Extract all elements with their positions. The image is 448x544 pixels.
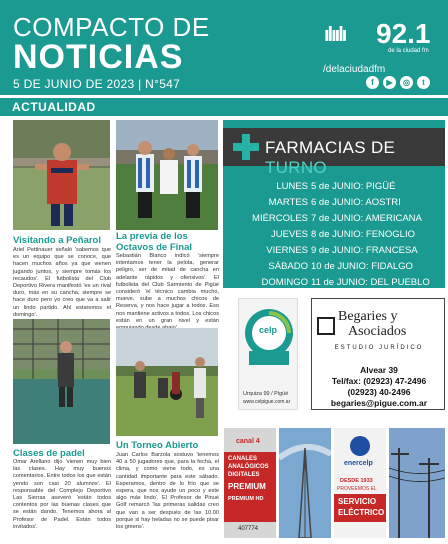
pharmacy-panel [223, 120, 445, 288]
logo-subtitle: de la ciudad fm [388, 48, 429, 54]
pharmacy-value: 6 de JUNIO: AOSTRI [311, 197, 401, 208]
pharmacy-value: 8 de JUNIO: FENOGLIO [311, 229, 415, 240]
news-title-line2: Octavos de Final [116, 242, 193, 253]
social-icons [366, 76, 430, 89]
waveform-icon: ılıılı [324, 24, 346, 46]
radio-logo[interactable] [324, 18, 436, 58]
news-body: Sebastián Blanco indicó 'siempre intentamos tener la pelota, generar peligro, ser de mitad de cancha en adelante rápidos y ofensivos'. El futbolista del Club Sarmiento de Pigüé consideró 'el técnico cambia mucho, mueve, sube a muchos chicos de Reserva, y nos hace jugar a todos. Eso nos mantiene activos a todos. Los chicos están en un gran nivel y están [116, 253, 219, 324]
begaries-email: begaries@pigue.com.ar [330, 398, 428, 408]
enercelp-brand: enercelp [344, 460, 373, 467]
pharmacy-row [223, 178, 445, 195]
celp-logo-text: celp [259, 325, 278, 335]
cable-line1: CANALES [228, 456, 258, 462]
header [0, 0, 448, 95]
enercelp-line3: SERVICIO [338, 497, 377, 506]
pharmacy-row [223, 226, 445, 243]
enercelp-line4: ELÉCTRICO [338, 508, 385, 517]
ad-begaries[interactable] [311, 298, 445, 410]
cable-brand: canal 4 [236, 438, 260, 445]
pharmacy-day: JUEVES [271, 229, 308, 240]
pharmacy-day: LUNES [276, 181, 308, 192]
instagram-icon[interactable]: ◎ [400, 76, 413, 89]
pharmacy-day: SÁBADO [268, 261, 308, 272]
twitter-icon[interactable]: t [417, 76, 430, 89]
logo-frequency: 92.1 [376, 18, 431, 49]
pharmacy-row [223, 210, 445, 227]
ad-powerlines-photo[interactable] [389, 428, 445, 538]
pharmacy-day: VIERNES [266, 245, 308, 256]
begaries-address: Alvear 39 [360, 365, 398, 375]
news-title[interactable]: Visitando a Peñarol [13, 235, 101, 246]
news-body: Omar Arellano dijo 'vienen muy bien las clases. Hay muy buenos comentarios. Entre todos los que están yendo son casi 20 alumnos'. El responsable del Complejo Deportivo Las Sierras aseveró 'están todos contentos por las buenas clases que se están dando. Tenemos ahora al Profesor de Padel. Están todos invitados'. [13, 459, 111, 530]
pharmacy-day: DOMINGO [261, 277, 308, 288]
header-title-line2: NOTICIAS [13, 38, 184, 76]
celp-logo-icon [239, 303, 299, 373]
celp-web: www.celpigue.com.ar [243, 399, 291, 405]
cable-panel [224, 452, 276, 522]
begaries-telfax: Tel/fax: (02923) 47-2496 [331, 376, 427, 386]
enercelp-logo-icon [350, 436, 370, 456]
cable-phone: 407774 [238, 526, 259, 532]
news-title[interactable] [116, 231, 220, 253]
pharmacy-row [223, 242, 445, 259]
enercelp-line2: PROVEEMOS EL [337, 486, 377, 492]
news-body: Juan Carlos Barzola sostuvo 'tenemos 40 a 50 jugadores que, para la fecha, el clima, y como viene todo, es una cantidad importante para este sábado. Esperamos, dentro de lo frío que se espera, que nos ayude un poco y este algo más lindo'. El Profesor de Pinué Golf remarcó 'las primeras salidas creo que van a ser después de las 10.00 porque si hay heladas no se puede pisar los greens'. [116, 452, 219, 531]
pharmacy-title-a: FARMACIAS DE [265, 138, 396, 157]
medical-cross-icon [233, 134, 259, 160]
cable-line2: ANALÓGICOS [228, 464, 269, 470]
photo-soccer-player [13, 120, 110, 230]
section-bar [0, 98, 448, 116]
youtube-icon[interactable]: ▶ [383, 76, 396, 89]
issue-date: 5 DE JUNIO DE 2023 | N°547 [13, 77, 181, 91]
begaries-phone2: (02923) 40-2496 [347, 387, 411, 397]
pharmacy-value: 9 de JUNIO: FRANCESA [311, 245, 418, 256]
pharmacy-day: MARTES [268, 197, 308, 208]
ad-cable[interactable] [224, 428, 276, 538]
begaries-name1: Begaries y [338, 309, 398, 324]
section-label: ACTUALIDAD [12, 100, 96, 114]
pharmacy-row [223, 194, 445, 211]
pharmacy-row [223, 258, 445, 275]
begaries-logo-icon [317, 317, 335, 335]
news-title[interactable]: Clases de padel [13, 448, 85, 459]
cable-line5: PREMIUM HD [228, 496, 264, 502]
pharmacy-title-b: TURNO [265, 158, 327, 177]
photo-padel-court [13, 319, 110, 444]
begaries-studio: ESTUDIO JURÍDICO [334, 345, 424, 351]
pharmacy-value: 7 de JUNIO: AMERICANA [311, 213, 422, 224]
photo-soccer-match [116, 120, 218, 230]
pharmacy-value: 5 de JUNIO: PIGÜÉ [311, 181, 396, 192]
cable-line3: DIGITALES [228, 472, 260, 478]
pharmacy-title [265, 138, 445, 178]
enercelp-line1: DESDE 1933 [340, 478, 373, 484]
ad-enercelp[interactable] [334, 428, 386, 538]
header-title-line1: COMPACTO DE [13, 12, 210, 42]
pharmacy-day: MIÉRCOLES [252, 213, 308, 224]
pharmacy-row [223, 274, 445, 291]
begaries-name2: Asociados [348, 324, 407, 339]
cable-line4: PREMIUM [228, 482, 266, 491]
social-handle[interactable]: /delaciudadfm [323, 64, 386, 75]
photo-golf [116, 328, 218, 436]
pharmacy-value: 10 de JUNIO: FIDALGO [311, 261, 413, 272]
ad-celp[interactable] [238, 298, 298, 410]
ad-tower-photo[interactable] [279, 428, 331, 538]
pharmacy-value: 11 de JUNIO: DEL PUEBLO [311, 277, 430, 288]
enercelp-panel [334, 494, 386, 522]
celp-address: Urquiza 99 / Pigüé [243, 391, 289, 397]
news-title[interactable]: Un Torneo Abierto [116, 440, 199, 451]
news-body: Ariel Pettinauer señaló 'sabemos que es un equipo que se conoce, que hacen muchos años ya que vienen jugando juntos, y siempre tomás los recaudos'. El futbolista del Club Deportivo Rivera manifestó 'es un rival duro, más en su cancha, siempre se hace duro pero yo creo que va a salir un lindo partido. Ahí estaremos el domingo'. [13, 247, 111, 318]
facebook-icon[interactable]: f [366, 76, 379, 89]
pharmacy-header [223, 128, 445, 177]
news-title-line1: La previa de los [116, 231, 188, 242]
